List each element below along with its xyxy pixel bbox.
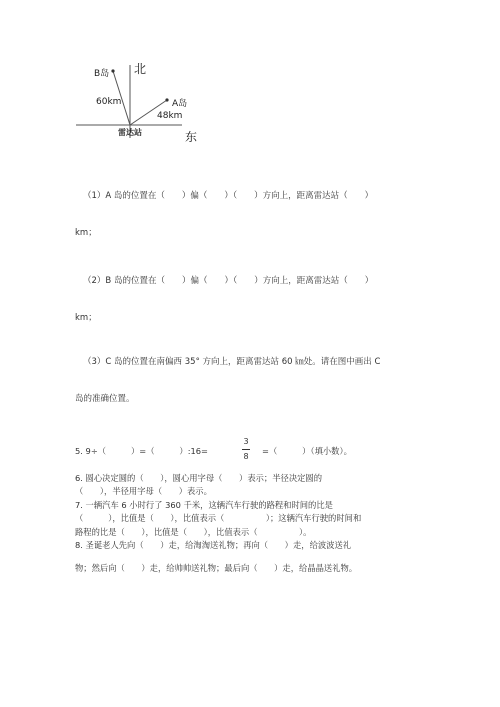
question-3-line-1: （3）C 岛的位置在南偏西 35° 方向上，距离雷达站 60 ㎞处。请在图中画出 C (83, 357, 381, 367)
north-label: 北 (134, 62, 147, 76)
east-label: 东 (185, 130, 198, 144)
island-b-point (111, 69, 114, 72)
question-1: （1）A 岛的位置在（ ）偏（ ）（ ）方向上，距离雷达站（ ） (83, 191, 374, 201)
question-5-suffix: =（ ）（填小数）。 (262, 446, 352, 456)
question-6-line-1: 6. 圆心决定圆的（ ），圆心用字母（ ）表示；半径决定圆的 (75, 473, 323, 483)
fraction-denominator: 8 (243, 452, 249, 461)
fraction-bar (242, 449, 250, 450)
island-a-label: A岛 (172, 99, 188, 109)
distance-b-label: 60km (96, 97, 122, 107)
question-8-line-1: 8. 圣诞老人先向（ ）走，给淘淘送礼物；再向（ ）走，给波波送礼 (75, 540, 352, 550)
question-7-line-3: 路程的比是（ ），比值是（ ），比值表示（ ）。 (75, 527, 312, 537)
question-1-unit: km； (75, 228, 97, 238)
question-7-line-1: 7. 一辆汽车 6 小时行了 360 千米，这辆汽车行驶的路程和时间的比是 (75, 500, 333, 510)
station-label: 雷达站 (118, 128, 142, 137)
fraction-numerator: 3 (243, 437, 249, 446)
question-2: （2）B 岛的位置在（ ）偏（ ）（ ）方向上，距离雷达站（ ） (83, 276, 374, 286)
island-b-label: B岛 (94, 69, 110, 79)
question-3-line-2: 岛的准确位置。 (75, 394, 135, 404)
distance-a-label: 48km (157, 111, 183, 121)
question-7-line-2: （ ），比值是（ ），比值表示（ ）；这辆汽车行驶的时间和 (75, 513, 362, 523)
island-a-point (165, 98, 168, 101)
question-8-line-2: 物；然后向（ ）走，给帅帅送礼物；最后向（ ）走，给晶晶送礼物。 (75, 563, 358, 573)
question-5-prefix: 5. 9÷（ ）=（ ）:16= (75, 446, 209, 456)
question-2-unit: km； (75, 313, 97, 323)
question-6-line-2: （ ），半径用字母（ ）表示。 (75, 486, 212, 496)
direction-diagram (70, 55, 210, 145)
